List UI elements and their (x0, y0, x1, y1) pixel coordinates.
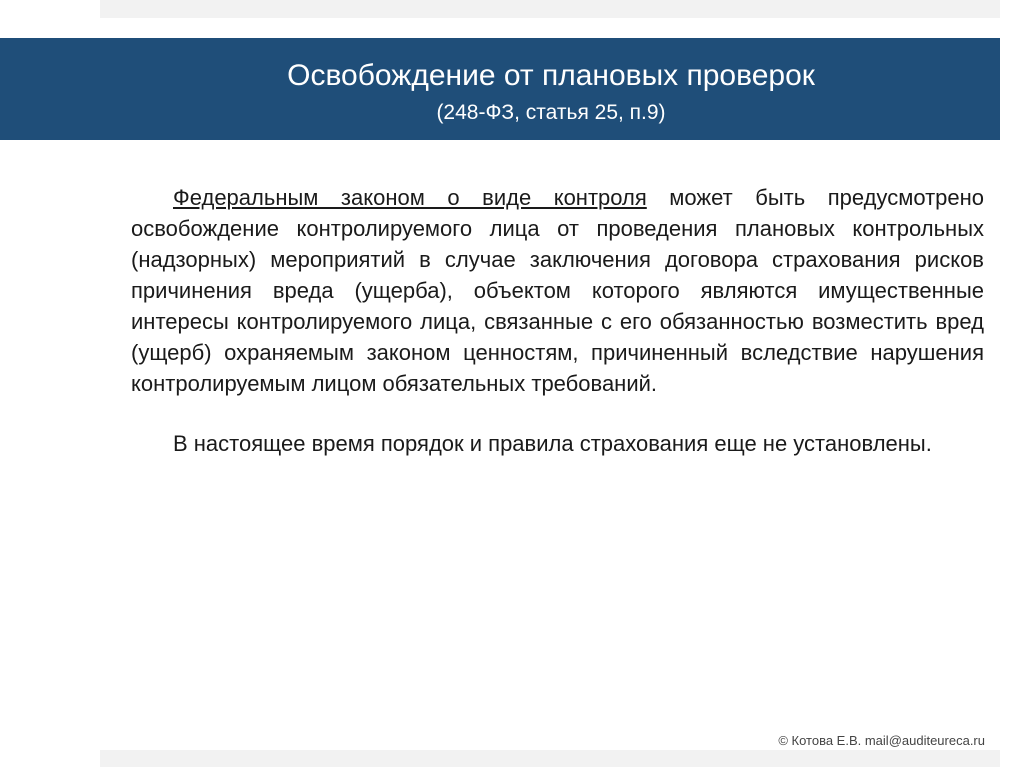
slide-subtitle: (248-ФЗ, статья 25, п.9) (436, 101, 666, 124)
paragraph-2: В настоящее время порядок и правила страхования еще не установлены. (173, 431, 932, 456)
paragraph-1 (131, 182, 984, 399)
paragraph-1-underlined-phrase: Федеральным законом о виде контроля (173, 185, 647, 210)
slide-content (131, 182, 984, 459)
slide-title: Освобождение от плановых проверок (287, 59, 815, 92)
paragraph-1-text: может быть предусмотрено освобождение контролируемого лица от проведения плановых контрольных (надзорных) мероприятий в случае заключения договора страхования рисков причинения вреда (ущерба), объектом которого являются имущественные интересы контролируемого лица, связанные с его обязанностью возместить вред (ущерб) охраняемым законом ценностям, причиненный вследствие нарушения контролируемым лицом обязательных требований. (131, 185, 984, 396)
top-decorative-strip (100, 0, 1000, 18)
footer-copyright: © Котова Е.В. mail@auditeureca.ru (778, 733, 985, 748)
bottom-decorative-strip (100, 750, 1000, 767)
